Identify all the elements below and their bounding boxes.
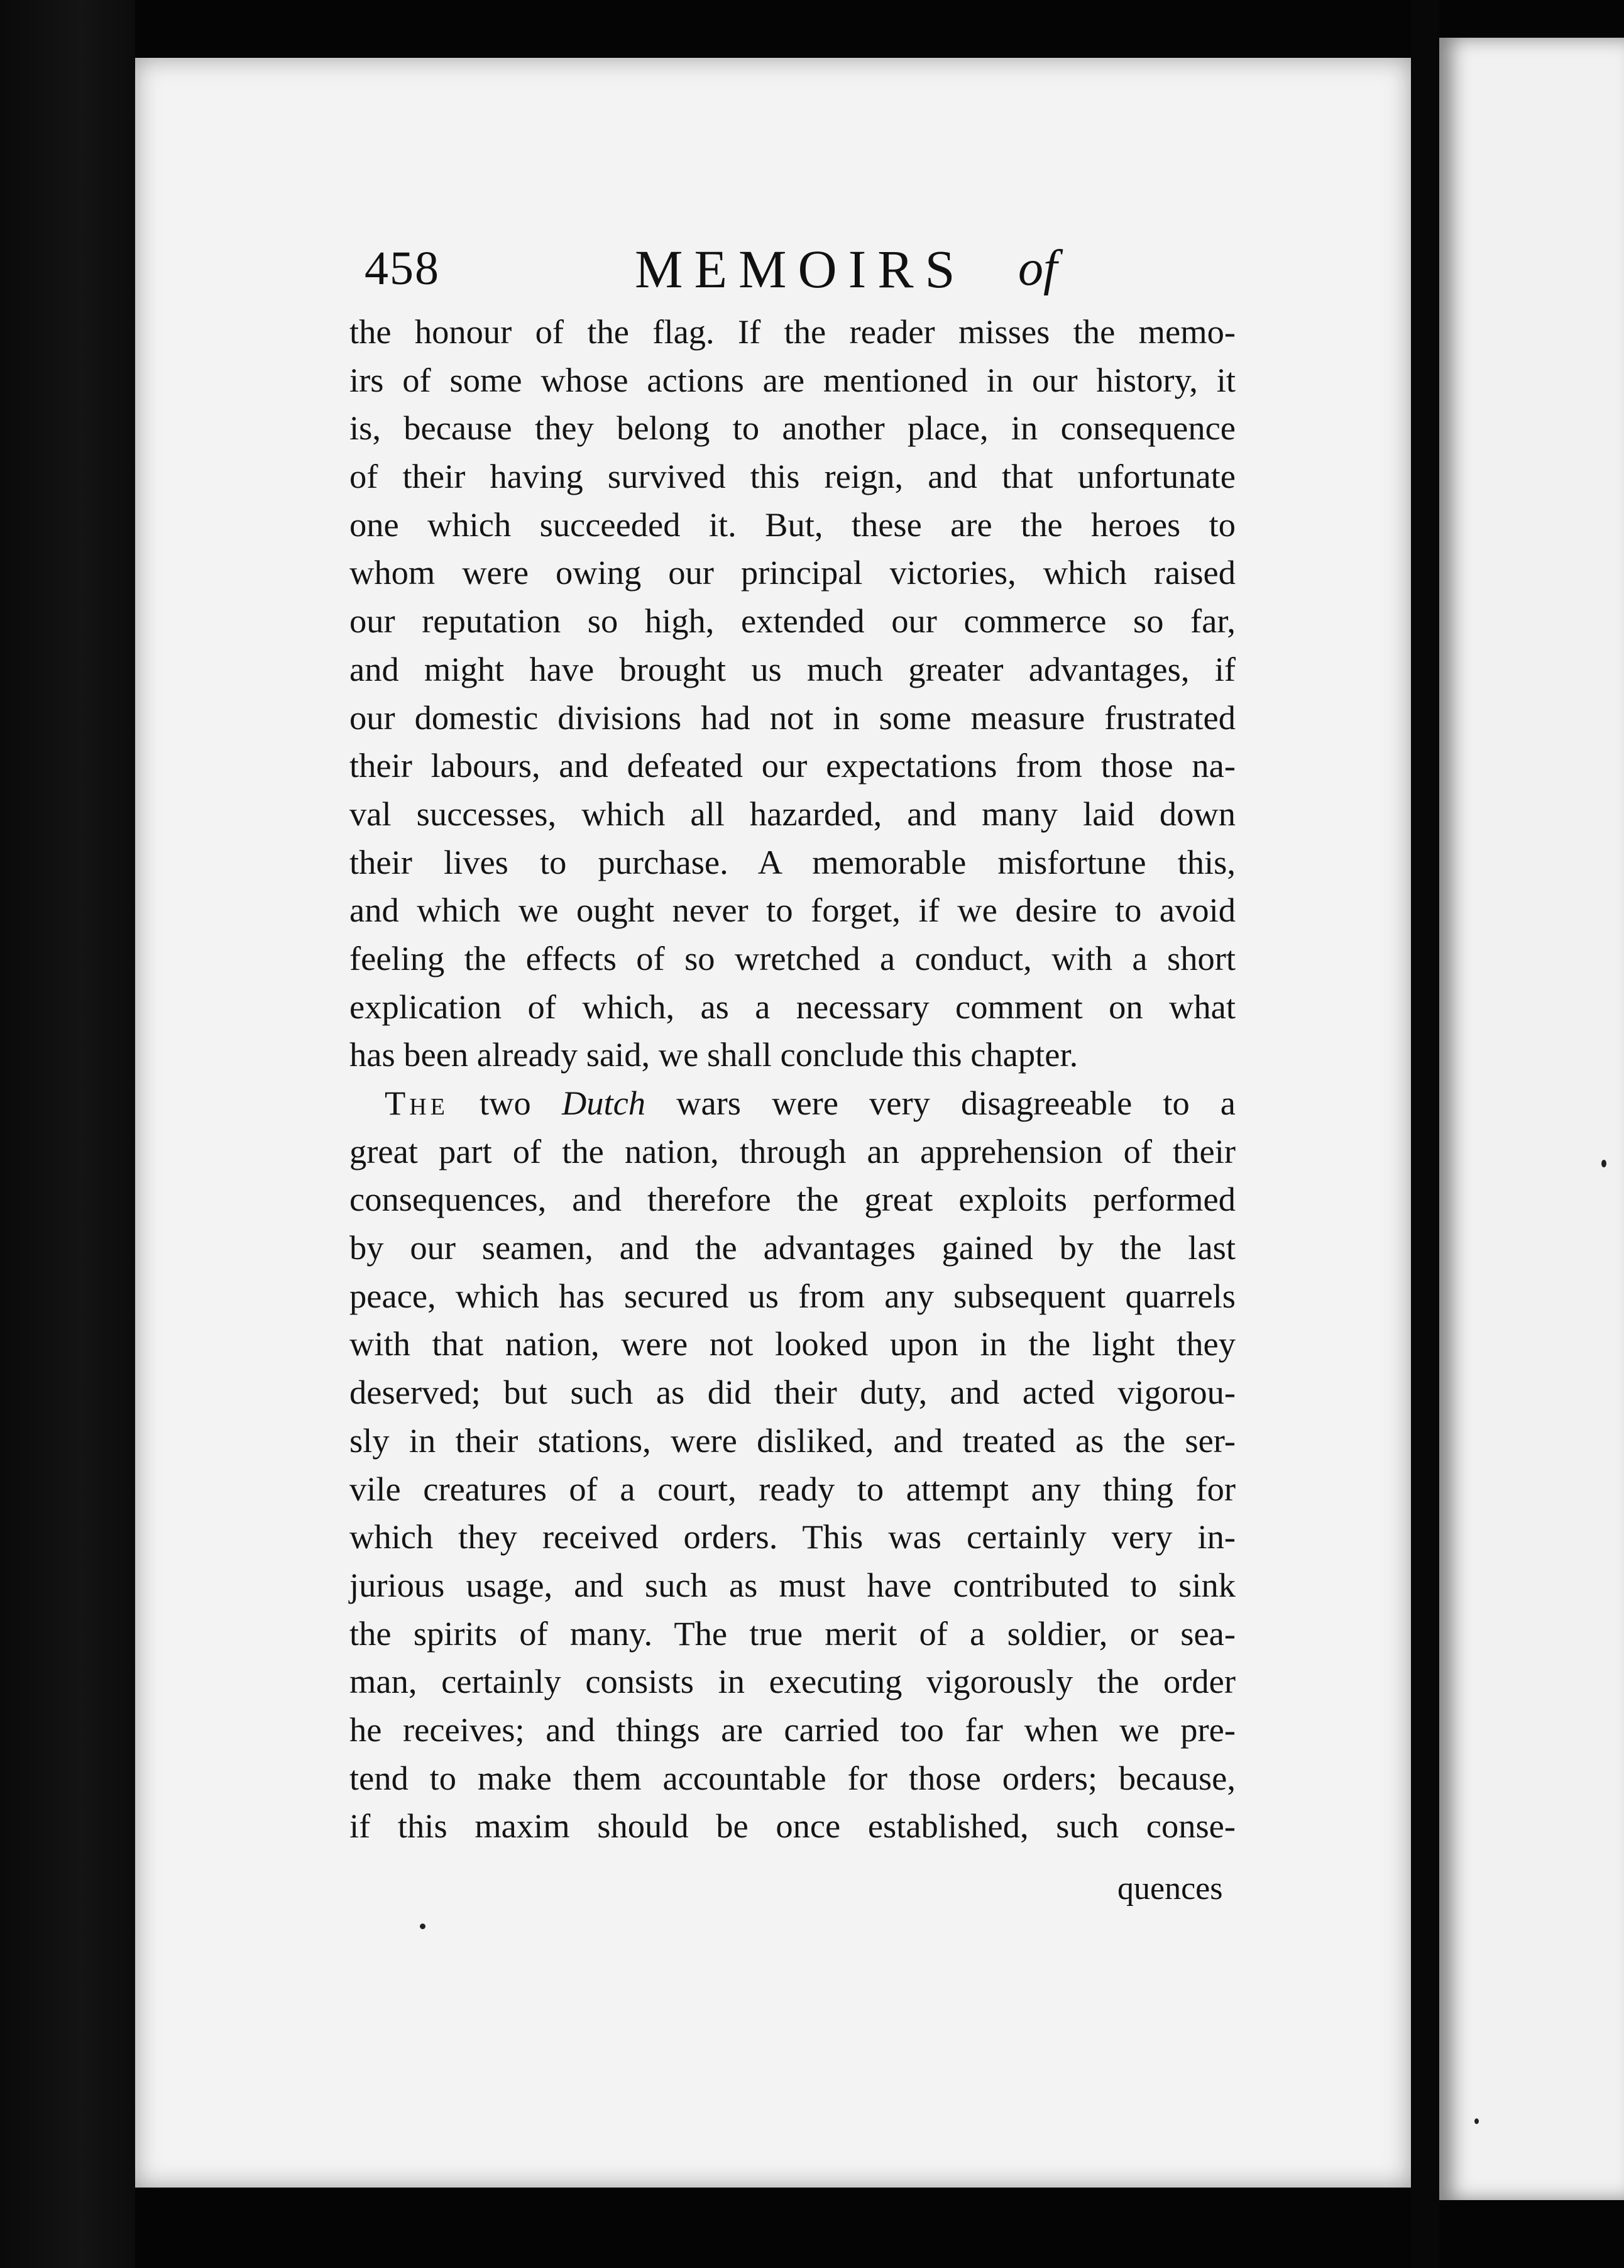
text-line: their labours, and defeated our expectations from those na- <box>349 746 1236 785</box>
text-line: peace, which has secured us from any subsequent quarrels <box>349 1276 1236 1315</box>
text-line: he receives; and things are carried too far when we pre- <box>349 1710 1236 1749</box>
running-head <box>365 238 1307 307</box>
ink-speck <box>1474 2118 1479 2124</box>
text-fragment: wars were very disagreeable to a <box>645 1084 1236 1122</box>
page-body-text <box>349 308 1236 1851</box>
text-line: deserved; but such as did their duty, and acted vigorou- <box>349 1373 1236 1412</box>
text-line: and which we ought never to forget, if we desire to avoid <box>349 891 1236 930</box>
text-line: of their having survived this reign, and that unfortunate <box>349 457 1236 496</box>
text-line: man, certainly consists in executing vigorously the order <box>349 1662 1236 1701</box>
italic-word-dutch: Dutch <box>561 1084 646 1122</box>
text-line: consequences, and therefore the great exploits performed <box>349 1180 1236 1219</box>
running-title-of: of <box>1018 241 1058 296</box>
ink-speck <box>420 1924 425 1929</box>
text-line: if this maxim should be once established, such conse- <box>349 1807 1236 1846</box>
text-line: great part of the nation, through an apprehension of their <box>349 1131 1236 1170</box>
text-line: and might have brought us much greater advantages, if <box>349 649 1236 688</box>
text-line: sly in their stations, were disliked, and treated as the ser- <box>349 1421 1236 1460</box>
paragraph-first-line <box>349 1079 1236 1128</box>
ink-speck <box>1601 1160 1606 1167</box>
text-line: irs of some whose actions are mentioned in our history, it <box>349 360 1236 399</box>
paragraph-opening-word: The <box>385 1084 449 1122</box>
page-number: 458 <box>365 242 440 295</box>
running-title: MEMOIRS <box>635 239 967 299</box>
text-line: by our seamen, and the advantages gained by the last <box>349 1228 1236 1267</box>
text-line: our domestic divisions had not in some measure frustrated <box>349 698 1236 737</box>
text-line: the honour of the flag. If the reader misses the memo- <box>349 312 1236 351</box>
left-binding-shadow <box>0 0 135 2268</box>
text-line: feeling the effects of so wretched a conduct, with a short <box>349 939 1236 977</box>
text-line: has been already said, we shall conclude this chapter. <box>349 1035 1078 1074</box>
page-gutter <box>1411 0 1439 2268</box>
text-line: with that nation, were not looked upon in the light they <box>349 1324 1236 1363</box>
text-line: whom were owing our principal victories, which raised <box>349 553 1236 592</box>
text-line: jurious usage, and such as must have contributed to sink <box>349 1565 1236 1604</box>
text-line: val successes, which all hazarded, and many laid down <box>349 794 1236 833</box>
text-fragment: two <box>448 1084 562 1122</box>
text-line: one which succeeded it. But, these are the heroes to <box>349 505 1236 544</box>
text-line: explication of which, as a necessary comment on what <box>349 987 1236 1026</box>
text-line: is, because they belong to another place, in consequence <box>349 409 1236 448</box>
text-line: tend to make them accountable for those orders; because, <box>349 1758 1236 1797</box>
text-line: the spirits of many. The true merit of a soldier, or sea- <box>349 1614 1236 1653</box>
text-line: our reputation so high, extended our commerce so far, <box>349 602 1236 641</box>
adjacent-page-edge <box>1439 38 1624 2200</box>
text-line: vile creatures of a court, ready to attempt any thing for <box>349 1469 1236 1508</box>
text-line: which they received orders. This was certainly very in- <box>349 1517 1236 1556</box>
catchword: quences <box>1117 1871 1223 1907</box>
text-line: their lives to purchase. A memorable misfortune this, <box>349 842 1236 881</box>
